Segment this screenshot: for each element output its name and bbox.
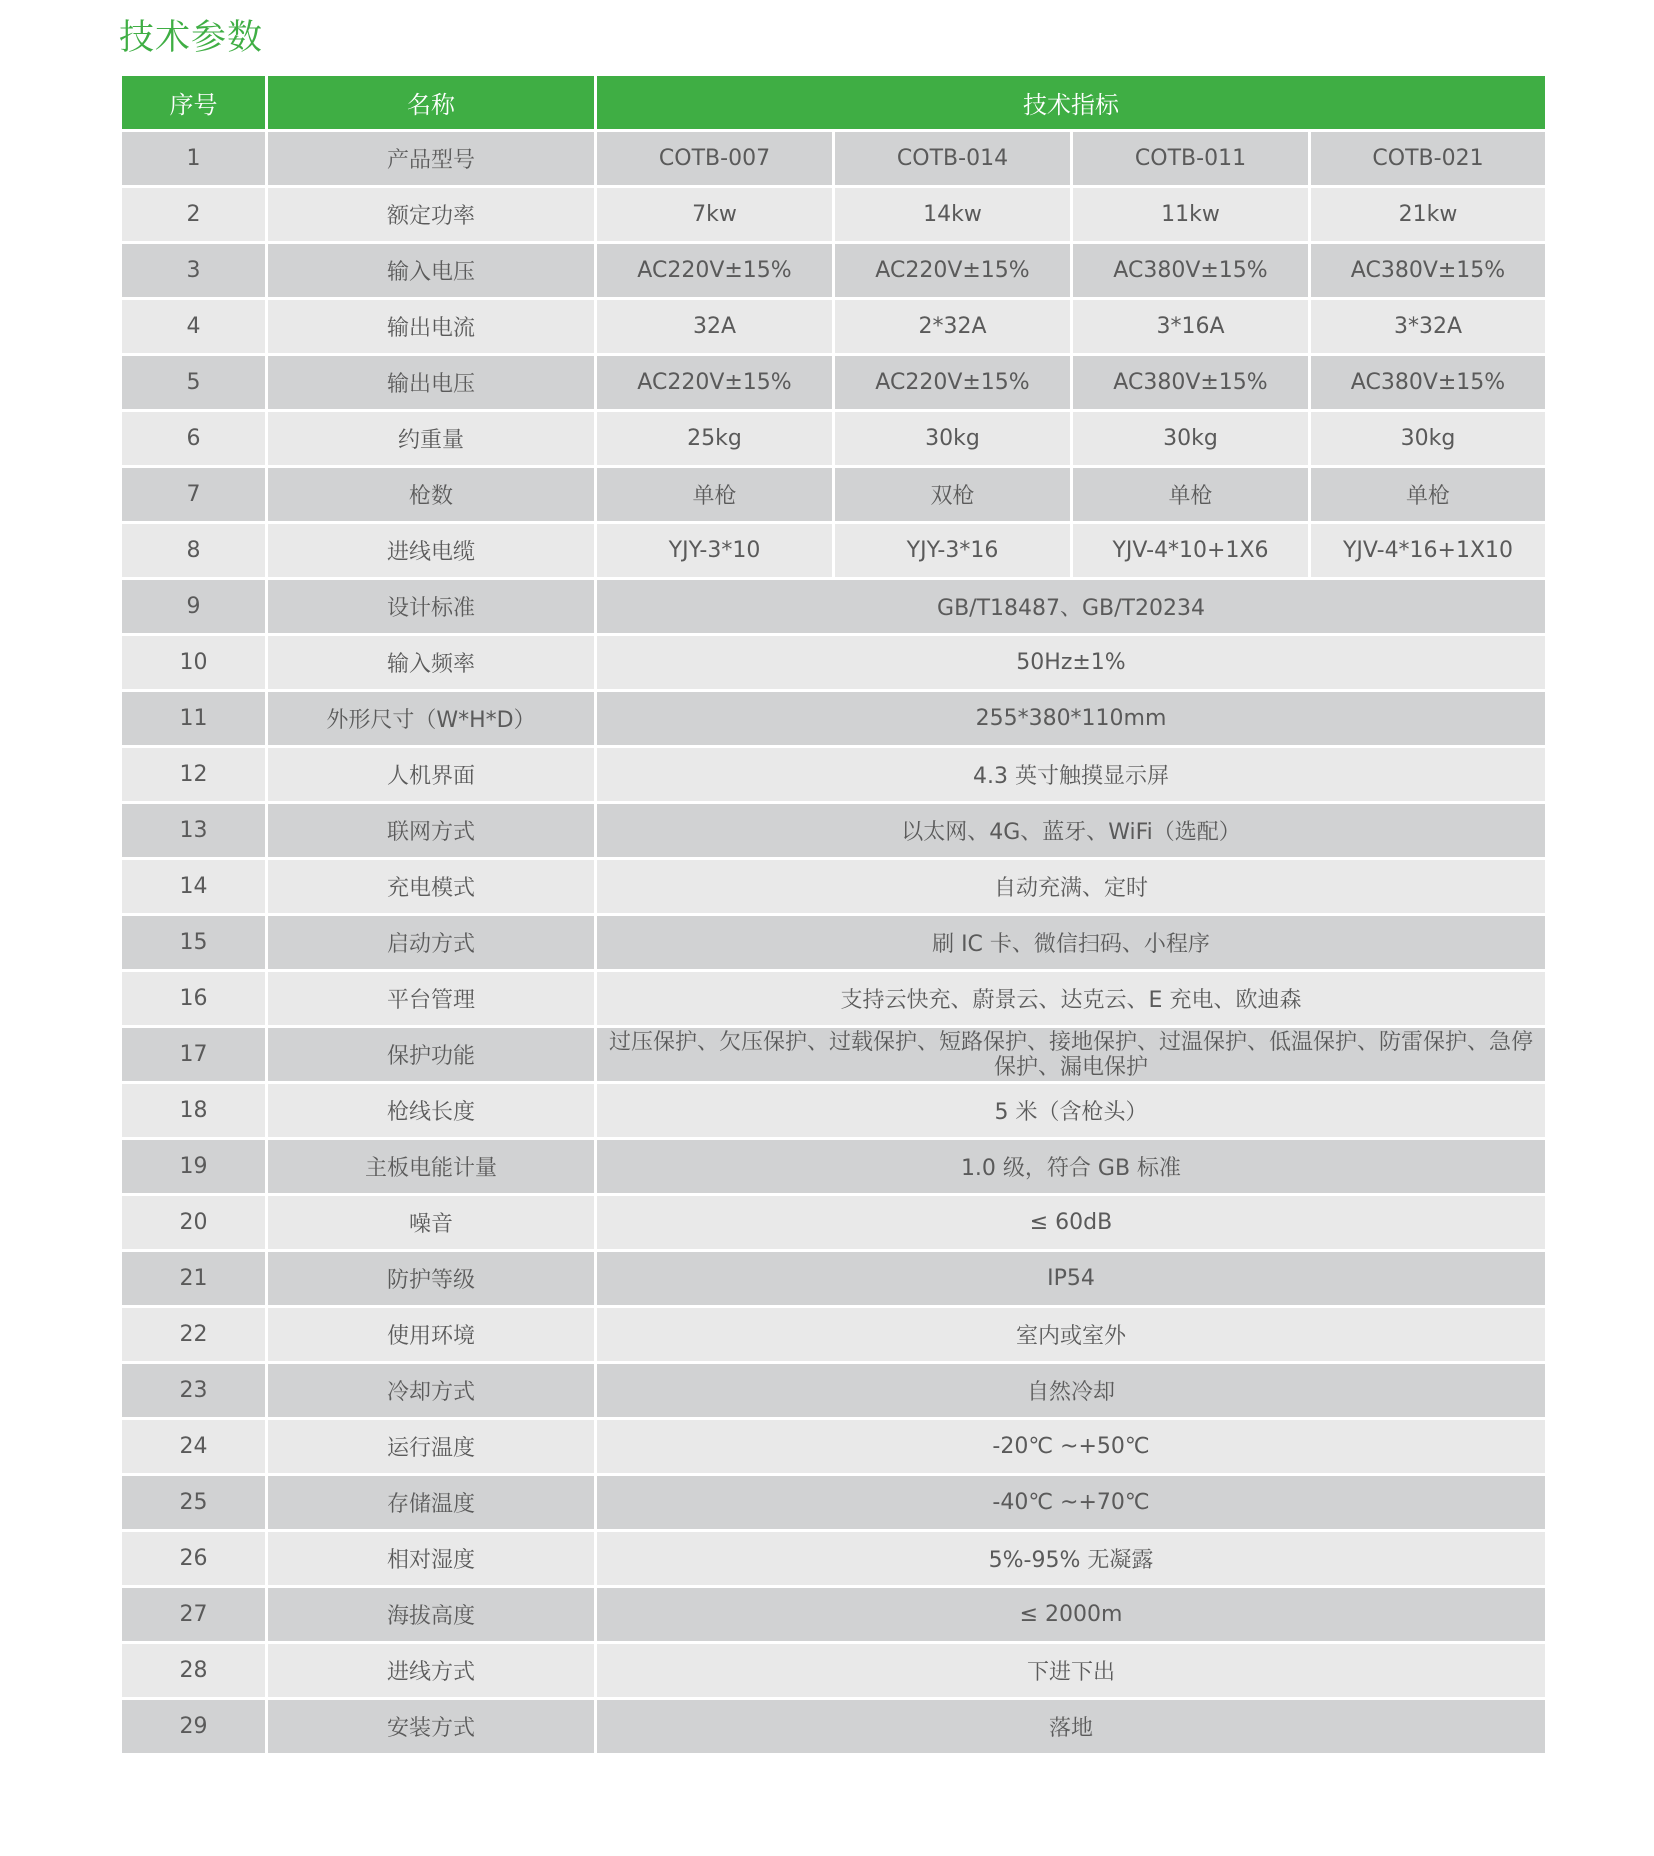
row-name: 输入频率 — [267, 635, 596, 691]
row-value: 支持云快充、蔚景云、达克云、E 充电、欧迪森 — [596, 971, 1547, 1027]
row-value: YJY-3*10 — [596, 523, 834, 579]
table-row — [121, 971, 1547, 1027]
table-row — [121, 1251, 1547, 1307]
row-value: 室内或室外 — [596, 1307, 1547, 1363]
row-value: COTB-007 — [596, 131, 834, 187]
row-number: 10 — [121, 635, 267, 691]
row-name: 输入电压 — [267, 243, 596, 299]
row-value: 30kg — [1072, 411, 1310, 467]
row-value: GB/T18487、GB/T20234 — [596, 579, 1547, 635]
row-name: 运行温度 — [267, 1419, 596, 1475]
row-number: 15 — [121, 915, 267, 971]
row-name: 相对湿度 — [267, 1531, 596, 1587]
row-name: 进线电缆 — [267, 523, 596, 579]
spec-table — [119, 73, 1548, 1756]
row-value: 双枪 — [834, 467, 1072, 523]
row-value: 7kw — [596, 187, 834, 243]
table-row — [121, 467, 1547, 523]
row-value: 14kw — [834, 187, 1072, 243]
row-value: 单枪 — [596, 467, 834, 523]
row-value: 4.3 英寸触摸显示屏 — [596, 747, 1547, 803]
row-name: 输出电压 — [267, 355, 596, 411]
table-row — [121, 1027, 1547, 1083]
row-name: 主板电能计量 — [267, 1139, 596, 1195]
row-number: 6 — [121, 411, 267, 467]
row-value: 3*16A — [1072, 299, 1310, 355]
row-value: -40℃ ~+70℃ — [596, 1475, 1547, 1531]
row-number: 2 — [121, 187, 267, 243]
row-value: 2*32A — [834, 299, 1072, 355]
row-name: 充电模式 — [267, 859, 596, 915]
table-row — [121, 915, 1547, 971]
row-name: 枪线长度 — [267, 1083, 596, 1139]
row-value: 21kw — [1310, 187, 1547, 243]
row-name: 外形尺寸（W*H*D） — [267, 691, 596, 747]
row-number: 11 — [121, 691, 267, 747]
row-value: 32A — [596, 299, 834, 355]
row-value: AC380V±15% — [1072, 243, 1310, 299]
row-number: 21 — [121, 1251, 267, 1307]
row-value: 5 米（含枪头） — [596, 1083, 1547, 1139]
table-header — [121, 75, 1547, 131]
row-value: 下进下出 — [596, 1643, 1547, 1699]
header-spec: 技术指标 — [596, 75, 1547, 131]
row-number: 14 — [121, 859, 267, 915]
row-name: 海拔高度 — [267, 1587, 596, 1643]
row-name: 联网方式 — [267, 803, 596, 859]
table-row — [121, 131, 1547, 187]
table-row — [121, 1195, 1547, 1251]
row-value: COTB-021 — [1310, 131, 1547, 187]
table-row — [121, 523, 1547, 579]
row-value: 以太网、4G、蓝牙、WiFi（选配） — [596, 803, 1547, 859]
row-number: 18 — [121, 1083, 267, 1139]
row-value: 11kw — [1072, 187, 1310, 243]
row-value: 5%-95% 无凝露 — [596, 1531, 1547, 1587]
row-number: 28 — [121, 1643, 267, 1699]
row-name: 防护等级 — [267, 1251, 596, 1307]
row-value: 过压保护、欠压保护、过载保护、短路保护、接地保护、过温保护、低温保护、防雷保护、急停保护、漏电保护 — [596, 1027, 1547, 1083]
row-number: 20 — [121, 1195, 267, 1251]
row-value: 25kg — [596, 411, 834, 467]
row-value: AC380V±15% — [1072, 355, 1310, 411]
row-value: AC380V±15% — [1310, 243, 1547, 299]
table-row — [121, 1419, 1547, 1475]
row-number: 16 — [121, 971, 267, 1027]
row-value: 30kg — [834, 411, 1072, 467]
table-row — [121, 299, 1547, 355]
row-number: 3 — [121, 243, 267, 299]
row-value: YJY-3*16 — [834, 523, 1072, 579]
row-value: ≤ 60dB — [596, 1195, 1547, 1251]
row-name: 进线方式 — [267, 1643, 596, 1699]
row-value: YJV-4*10+1X6 — [1072, 523, 1310, 579]
row-number: 26 — [121, 1531, 267, 1587]
row-value: 刷 IC 卡、微信扫码、小程序 — [596, 915, 1547, 971]
table-row — [121, 579, 1547, 635]
table-row — [121, 1531, 1547, 1587]
row-value: ≤ 2000m — [596, 1587, 1547, 1643]
row-value: 1.0 级，符合 GB 标准 — [596, 1139, 1547, 1195]
row-value: COTB-011 — [1072, 131, 1310, 187]
row-value: 30kg — [1310, 411, 1547, 467]
row-name: 输出电流 — [267, 299, 596, 355]
row-number: 29 — [121, 1699, 267, 1755]
row-number: 24 — [121, 1419, 267, 1475]
row-value: 255*380*110mm — [596, 691, 1547, 747]
row-name: 人机界面 — [267, 747, 596, 803]
row-value: AC220V±15% — [596, 243, 834, 299]
table-row — [121, 1475, 1547, 1531]
table-row — [121, 1699, 1547, 1755]
row-value: AC220V±15% — [834, 243, 1072, 299]
row-value: COTB-014 — [834, 131, 1072, 187]
row-number: 22 — [121, 1307, 267, 1363]
header-row — [121, 75, 1547, 131]
table-row — [121, 747, 1547, 803]
row-value: IP54 — [596, 1251, 1547, 1307]
table-row — [121, 1139, 1547, 1195]
row-number: 17 — [121, 1027, 267, 1083]
row-value: 落地 — [596, 1699, 1547, 1755]
row-value: 自然冷却 — [596, 1363, 1547, 1419]
table-row — [121, 243, 1547, 299]
row-name: 使用环境 — [267, 1307, 596, 1363]
row-name: 噪音 — [267, 1195, 596, 1251]
row-name: 平台管理 — [267, 971, 596, 1027]
row-name: 枪数 — [267, 467, 596, 523]
row-number: 7 — [121, 467, 267, 523]
table-row — [121, 691, 1547, 747]
header-name: 名称 — [267, 75, 596, 131]
header-no: 序号 — [121, 75, 267, 131]
row-name: 安装方式 — [267, 1699, 596, 1755]
table-row — [121, 1587, 1547, 1643]
table-body — [121, 131, 1547, 1755]
table-row — [121, 411, 1547, 467]
row-value: 3*32A — [1310, 299, 1547, 355]
row-value: 单枪 — [1310, 467, 1547, 523]
table-row — [121, 1363, 1547, 1419]
row-number: 8 — [121, 523, 267, 579]
row-name: 额定功率 — [267, 187, 596, 243]
row-value: AC220V±15% — [834, 355, 1072, 411]
row-number: 9 — [121, 579, 267, 635]
row-number: 13 — [121, 803, 267, 859]
row-value: YJV-4*16+1X10 — [1310, 523, 1547, 579]
row-value: AC220V±15% — [596, 355, 834, 411]
table-row — [121, 859, 1547, 915]
row-number: 5 — [121, 355, 267, 411]
table-row — [121, 803, 1547, 859]
row-number: 27 — [121, 1587, 267, 1643]
row-name: 设计标准 — [267, 579, 596, 635]
page-title: 技术参数 — [119, 18, 264, 58]
row-value: 50Hz±1% — [596, 635, 1547, 691]
row-name: 产品型号 — [267, 131, 596, 187]
row-number: 12 — [121, 747, 267, 803]
row-number: 1 — [121, 131, 267, 187]
table-row — [121, 1083, 1547, 1139]
row-value: AC380V±15% — [1310, 355, 1547, 411]
row-number: 4 — [121, 299, 267, 355]
row-name: 存储温度 — [267, 1475, 596, 1531]
row-name: 保护功能 — [267, 1027, 596, 1083]
row-value: -20℃ ~+50℃ — [596, 1419, 1547, 1475]
row-value: 自动充满、定时 — [596, 859, 1547, 915]
table-row — [121, 187, 1547, 243]
table-row — [121, 1307, 1547, 1363]
table-row — [121, 635, 1547, 691]
row-number: 25 — [121, 1475, 267, 1531]
table-row — [121, 1643, 1547, 1699]
row-value: 单枪 — [1072, 467, 1310, 523]
row-number: 19 — [121, 1139, 267, 1195]
row-name: 约重量 — [267, 411, 596, 467]
row-name: 冷却方式 — [267, 1363, 596, 1419]
row-name: 启动方式 — [267, 915, 596, 971]
table-row — [121, 355, 1547, 411]
row-number: 23 — [121, 1363, 267, 1419]
